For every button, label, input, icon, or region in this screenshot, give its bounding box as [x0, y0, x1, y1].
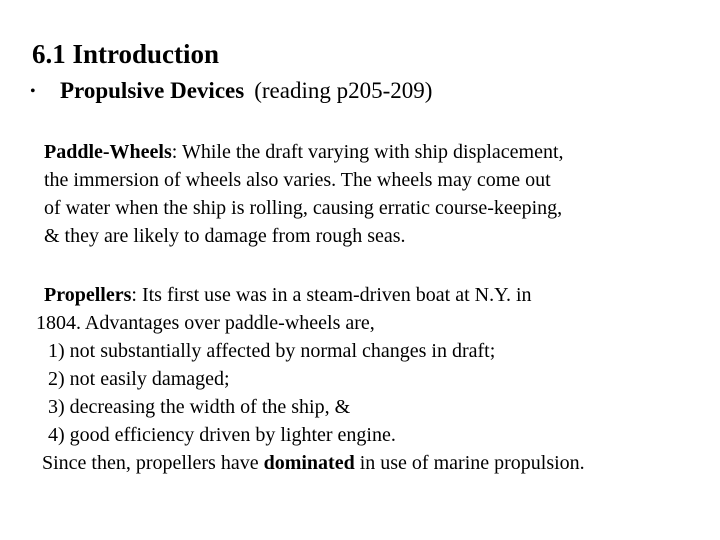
bullet-heading: Propulsive Devices: [60, 78, 245, 103]
propellers-line-1: [40, 281, 585, 309]
bullet-marker: •: [30, 83, 36, 100]
propellers-conclusion-emphasis: dominated: [263, 452, 355, 474]
bullet-propulsive-devices: [30, 76, 432, 107]
paddle-wheels-paragraph: [44, 138, 564, 250]
paddle-line-1: [44, 138, 564, 166]
bullet-reading-note: (reading p205-209): [254, 78, 433, 103]
propellers-advantage-4: 4) good efficiency driven by lighter engine.: [48, 424, 396, 446]
paddle-line-3: of water when the ship is rolling, causing erratic course-keeping,: [44, 197, 563, 219]
propellers-line-1-text: : Its first use was in a steam-driven boat at N.Y. in: [131, 284, 532, 306]
propellers-advantage-3: 3) decreasing the width of the ship, &: [48, 396, 351, 418]
slide-title: 6.1 Introduction: [32, 39, 220, 69]
paddle-term: Paddle-Wheels: [44, 141, 172, 163]
paddle-line-4: & they are likely to damage from rough seas.: [44, 225, 406, 247]
propellers-advantage-1: 1) not substantially affected by normal changes in draft;: [48, 340, 496, 362]
propellers-line-2: 1804. Advantages over paddle-wheels are,: [36, 312, 375, 334]
propellers-term: Propellers: [44, 284, 132, 306]
propellers-conclusion-pre: Since then, propellers have: [42, 452, 264, 474]
propellers-conclusion-post: in use of marine propulsion.: [354, 452, 585, 474]
paddle-line-1-text: : While the draft varying with ship displacement,: [171, 141, 564, 163]
paddle-line-2: the immersion of wheels also varies. The wheels may come out: [44, 169, 551, 191]
propellers-conclusion: [40, 449, 585, 477]
propellers-advantage-2: 2) not easily damaged;: [48, 368, 230, 390]
propellers-paragraph: [36, 281, 585, 477]
